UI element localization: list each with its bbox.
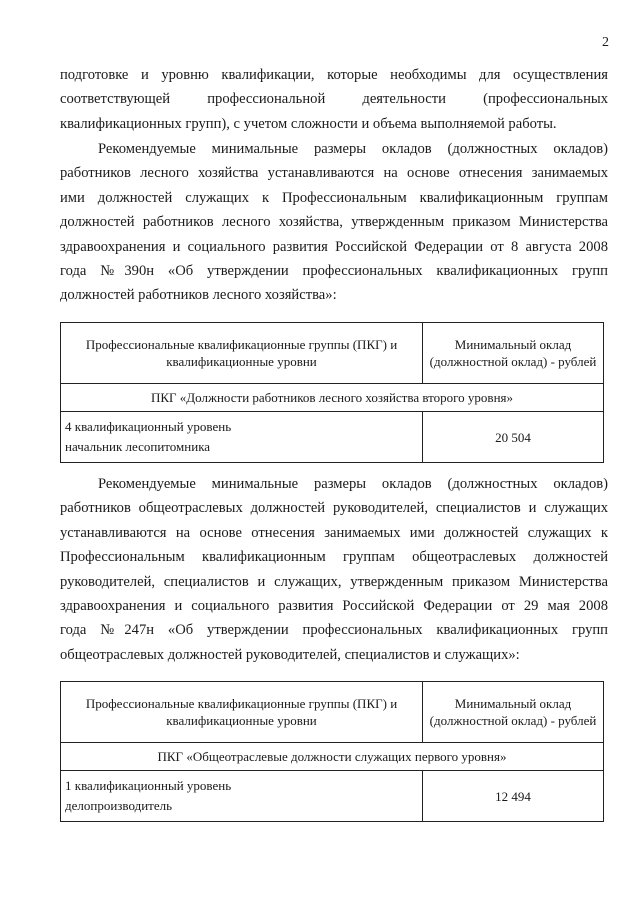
table-header-value: Минимальный оклад (должностной оклад) - рублей: [423, 323, 604, 384]
paragraph-line: Рекомендуемые минимальные размеры окладов (должностных окладов): [98, 141, 608, 157]
position-name: делопроизводитель: [65, 798, 173, 813]
paragraph-3: [60, 472, 608, 667]
paragraph-line: руководителей, специалистов и служащих, утвержденным приказом Министерства: [60, 573, 608, 590]
qualification-level: 4 квалификационный уровень: [65, 419, 232, 434]
paragraph-line: здравоохранения и социального развития Российской Федерации от 29 мая 2008: [60, 598, 608, 615]
table-header-value: Минимальный оклад (должностной оклад) - рублей: [423, 682, 604, 743]
table-row: [61, 412, 604, 463]
paragraph-line: Профессиональным квалификационным группам общеотраслевых должностей: [60, 549, 608, 566]
paragraph-1: [60, 63, 608, 136]
paragraph-line: года №247н «Об утверждении профессиональных квалификационных групп: [60, 622, 608, 639]
table-header-row: [61, 682, 604, 743]
table-level-cell: [61, 771, 423, 822]
table-header-name: Профессиональные квалификационные группы (ПКГ) и квалификационные уровни: [61, 323, 423, 384]
paragraph-line: работников общеотраслевых должностей руководителей, специалистов и служащих: [60, 500, 608, 517]
table-group-title: ПКГ «Общеотраслевые должности служащих первого уровня»: [61, 743, 604, 771]
table-group-row: [61, 384, 604, 412]
paragraph-line: Рекомендуемые минимальные размеры окладов (должностных окладов): [98, 476, 608, 492]
table-level-cell: [61, 412, 423, 463]
paragraph-line: квалификационных групп), с учетом сложности и объема выполняемой работы.: [60, 115, 557, 132]
paragraph-line: должностей работников лесного хозяйства»:: [60, 287, 337, 304]
paragraph-line: устанавливаются на основе отнесения занимаемых ими должностей служащих к: [60, 524, 608, 541]
position-name: начальник лесопитомника: [65, 439, 211, 454]
salary-table-2: [60, 681, 604, 822]
paragraph-2: [60, 137, 608, 308]
paragraph-line: работников лесного хозяйства устанавливаются на основе отнесения занимаемых: [60, 165, 608, 182]
paragraph-line: здравоохранения и социального развития Российской Федерации от 8 августа 2008: [60, 238, 608, 255]
table-header-row: [61, 323, 604, 384]
page-number: 2: [602, 35, 609, 50]
paragraph-line: соответствующей профессиональной деятельности (профессиональных: [60, 91, 608, 108]
paragraph-line: ими должностей служащих к Профессиональным квалификационным группам: [60, 189, 608, 206]
paragraph-line: общеотраслевых должностей руководителей, специалистов и служащих»:: [60, 646, 520, 663]
paragraph-line: подготовке и уровню квалификации, которые необходимы для осуществления: [60, 67, 608, 83]
salary-table-1: [60, 322, 604, 463]
table-group-row: [61, 743, 604, 771]
table-header-name: Профессиональные квалификационные группы (ПКГ) и квалификационные уровни: [61, 682, 423, 743]
qualification-level: 1 квалификационный уровень: [65, 778, 232, 793]
table-row: [61, 771, 604, 822]
paragraph-line: должностей работников лесного хозяйства, утвержденным приказом Министерства: [60, 214, 608, 231]
paragraph-line: года №390н «Об утверждении профессиональных квалификационных групп: [60, 263, 608, 280]
salary-value: 20 504: [423, 412, 604, 463]
table-group-title: ПКГ «Должности работников лесного хозяйства второго уровня»: [61, 384, 604, 412]
salary-value: 12 494: [423, 771, 604, 822]
